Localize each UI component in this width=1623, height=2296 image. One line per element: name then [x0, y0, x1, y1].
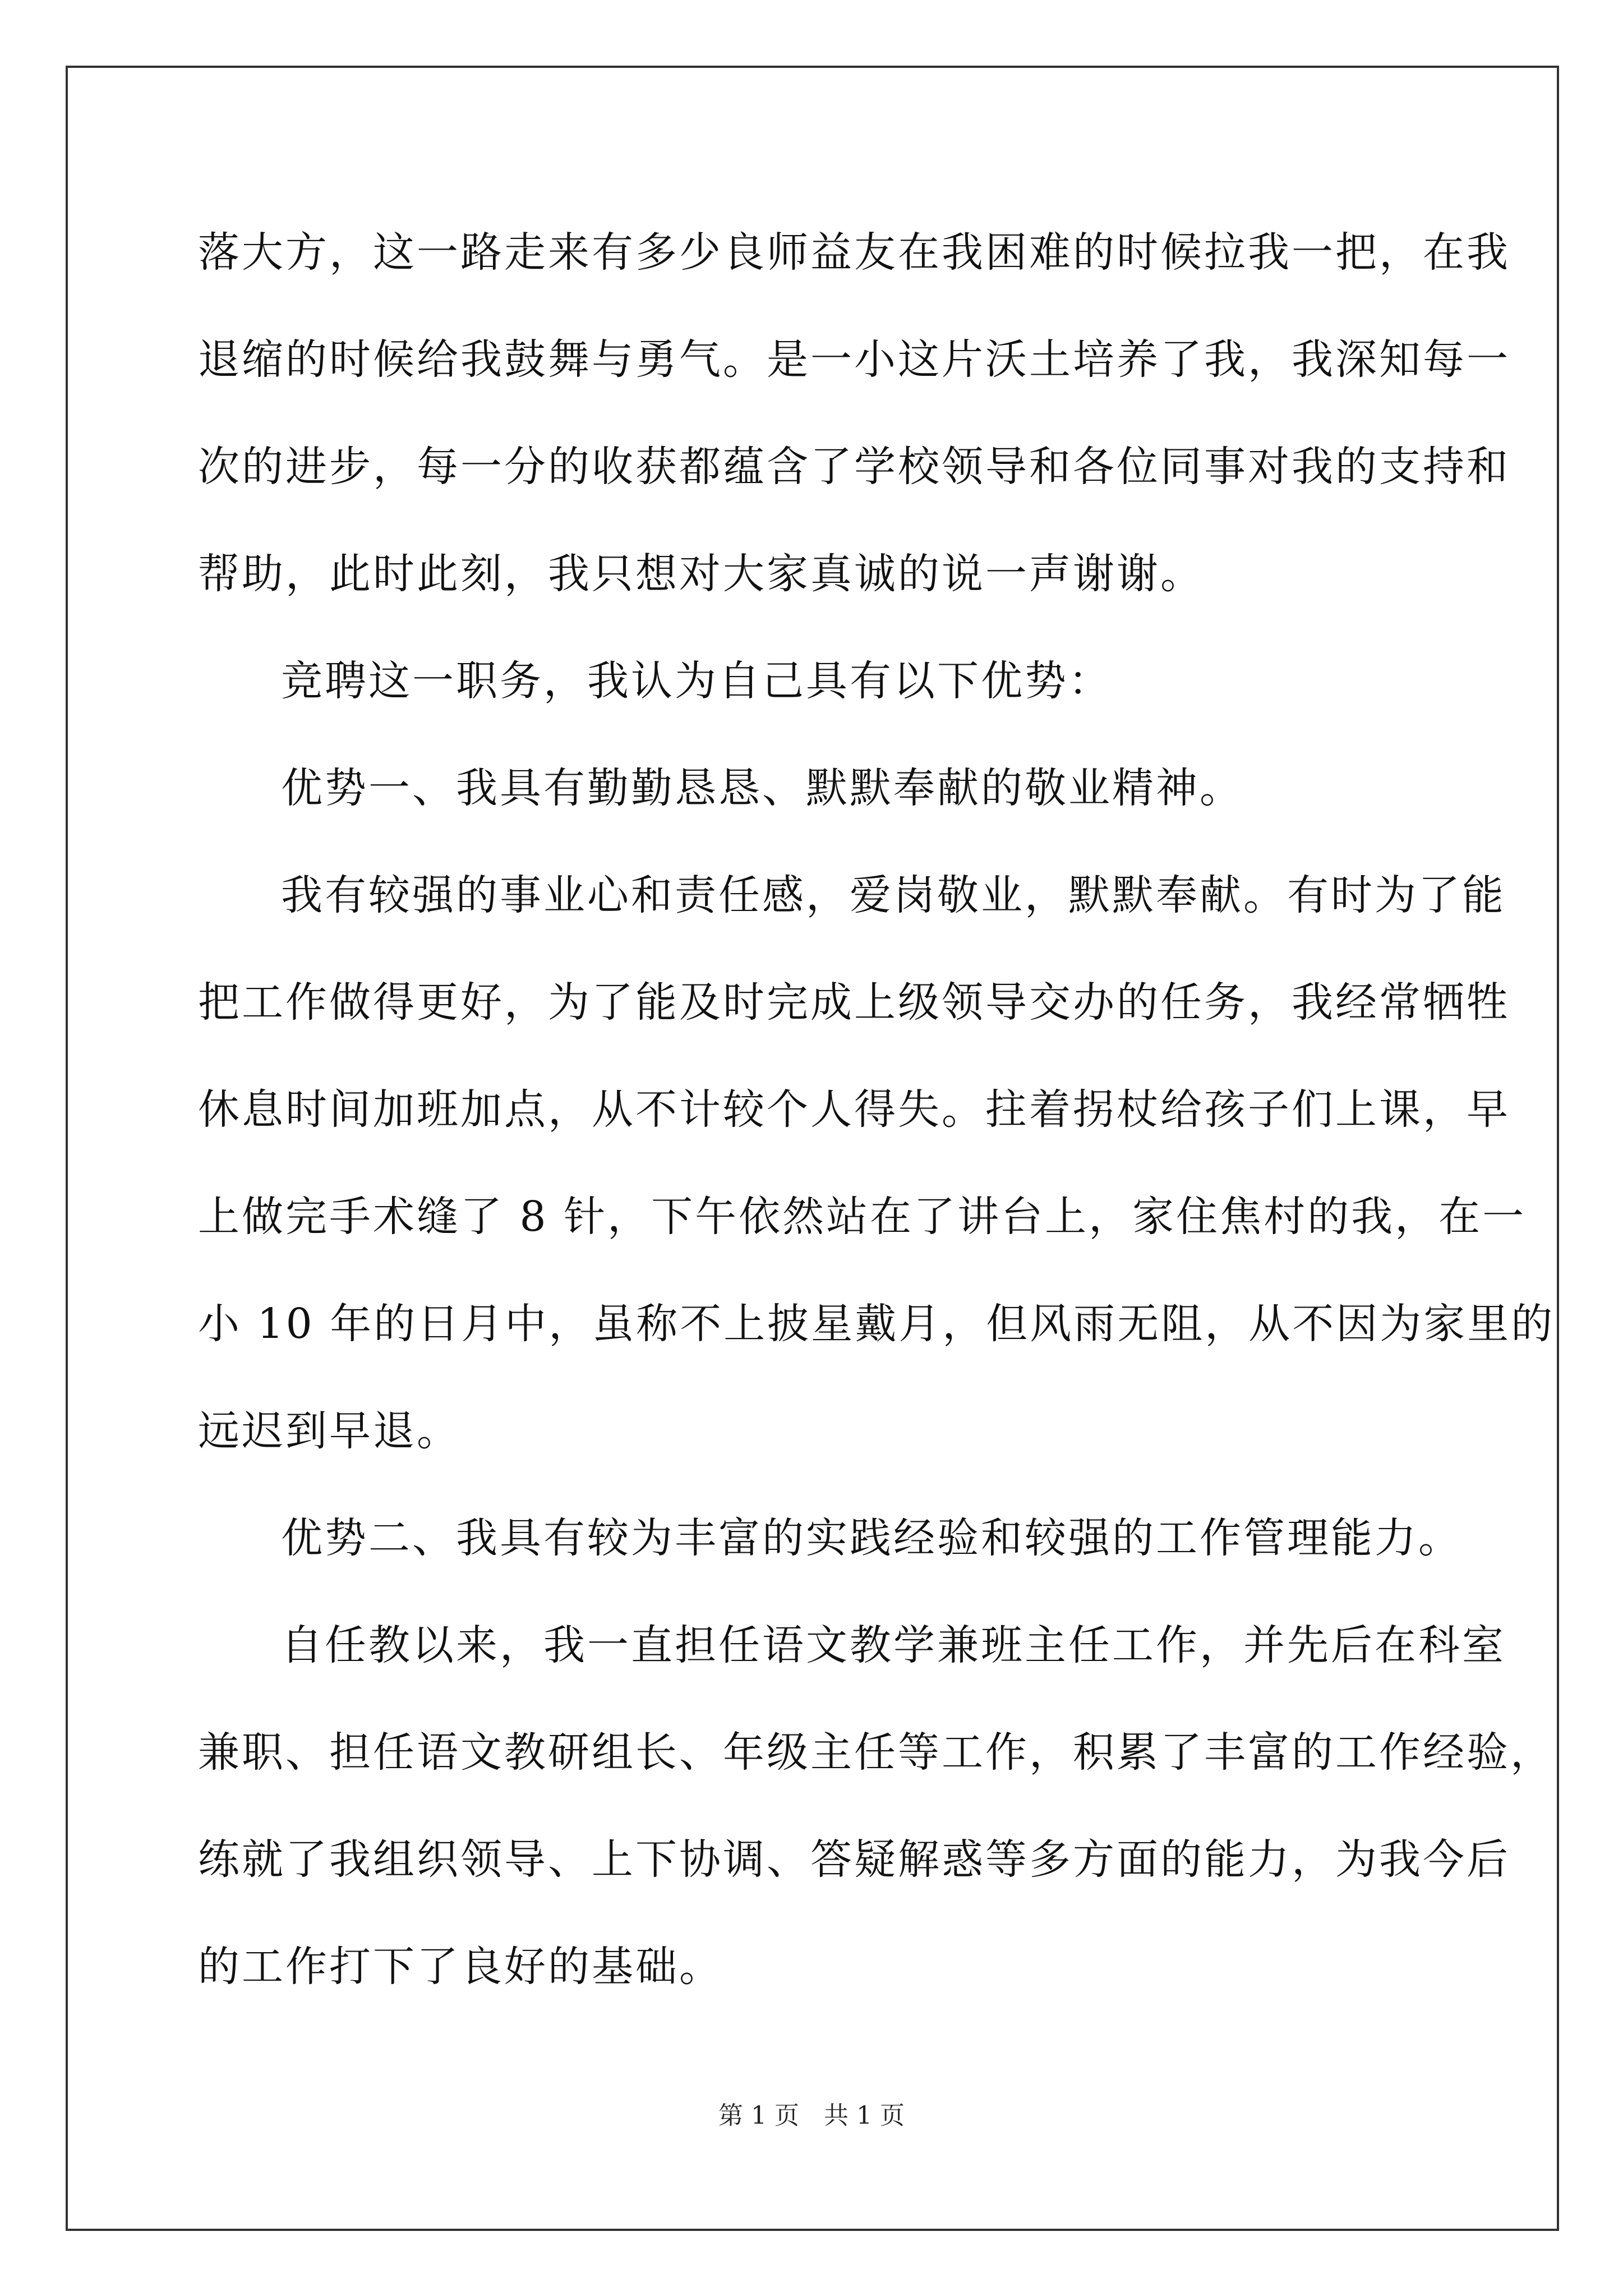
text-line: 上做完手术缝了 8 针，下午依然站在了讲台上，家住焦村的我，在一	[198, 1193, 1527, 1241]
text-line: 落大方，这一路走来有多少良师益友在我困难的时候拉我一把，在我	[198, 228, 1510, 277]
text-line: 退缩的时候给我鼓舞与勇气。是一小这片沃土培养了我，我深知每一	[198, 335, 1510, 384]
text-line: 小 10 年的日月中，虽称不上披星戴月，但风雨无阻，从不因为家里的	[198, 1300, 1555, 1348]
text-line: 休息时间加班加点，从不计较个人得失。拄着拐杖给孩子们上课，早	[198, 1085, 1510, 1134]
text-line: 帮助，此时此刻，我只想对大家真诚的说一声谢谢。	[198, 550, 1204, 598]
document-body	[198, 216, 1555, 2037]
text-line: 次的进步，每一分的收获都蕴含了学校领导和各位同事对我的支持和	[198, 443, 1510, 491]
page-number-footer: 第 1 页 共 1 页	[718, 2101, 905, 2130]
text-line: 兼职、担任语文教研组长、年级主任等工作，积累了丰富的工作经验，	[198, 1728, 1554, 1777]
section-heading: 优势一、我具有勤勤恳恳、默默奉献的敬业精神。	[281, 764, 1243, 812]
text-line: 的工作打下了良好的基础。	[198, 1943, 723, 1991]
paragraph-first-line: 我有较强的事业心和责任感，爱岗敬业，默默奉献。有时为了能	[281, 871, 1506, 919]
text-line: 把工作做得更好，为了能及时完成上级领导交办的任务，我经常牺牲	[198, 978, 1510, 1027]
paragraph-first-line: 自任教以来，我一直担任语文教学兼班主任工作，并先后在科室	[281, 1621, 1506, 1669]
paragraph-first-line: 竞聘这一职务，我认为自己具有以下优势：	[281, 657, 1112, 705]
text-line: 远迟到早退。	[198, 1407, 460, 1455]
section-heading: 优势二、我具有较为丰富的实践经验和较强的工作管理能力。	[281, 1514, 1462, 1562]
text-line: 练就了我组织领导、上下协调、答疑解惑等多方面的能力，为我今后	[198, 1835, 1510, 1884]
